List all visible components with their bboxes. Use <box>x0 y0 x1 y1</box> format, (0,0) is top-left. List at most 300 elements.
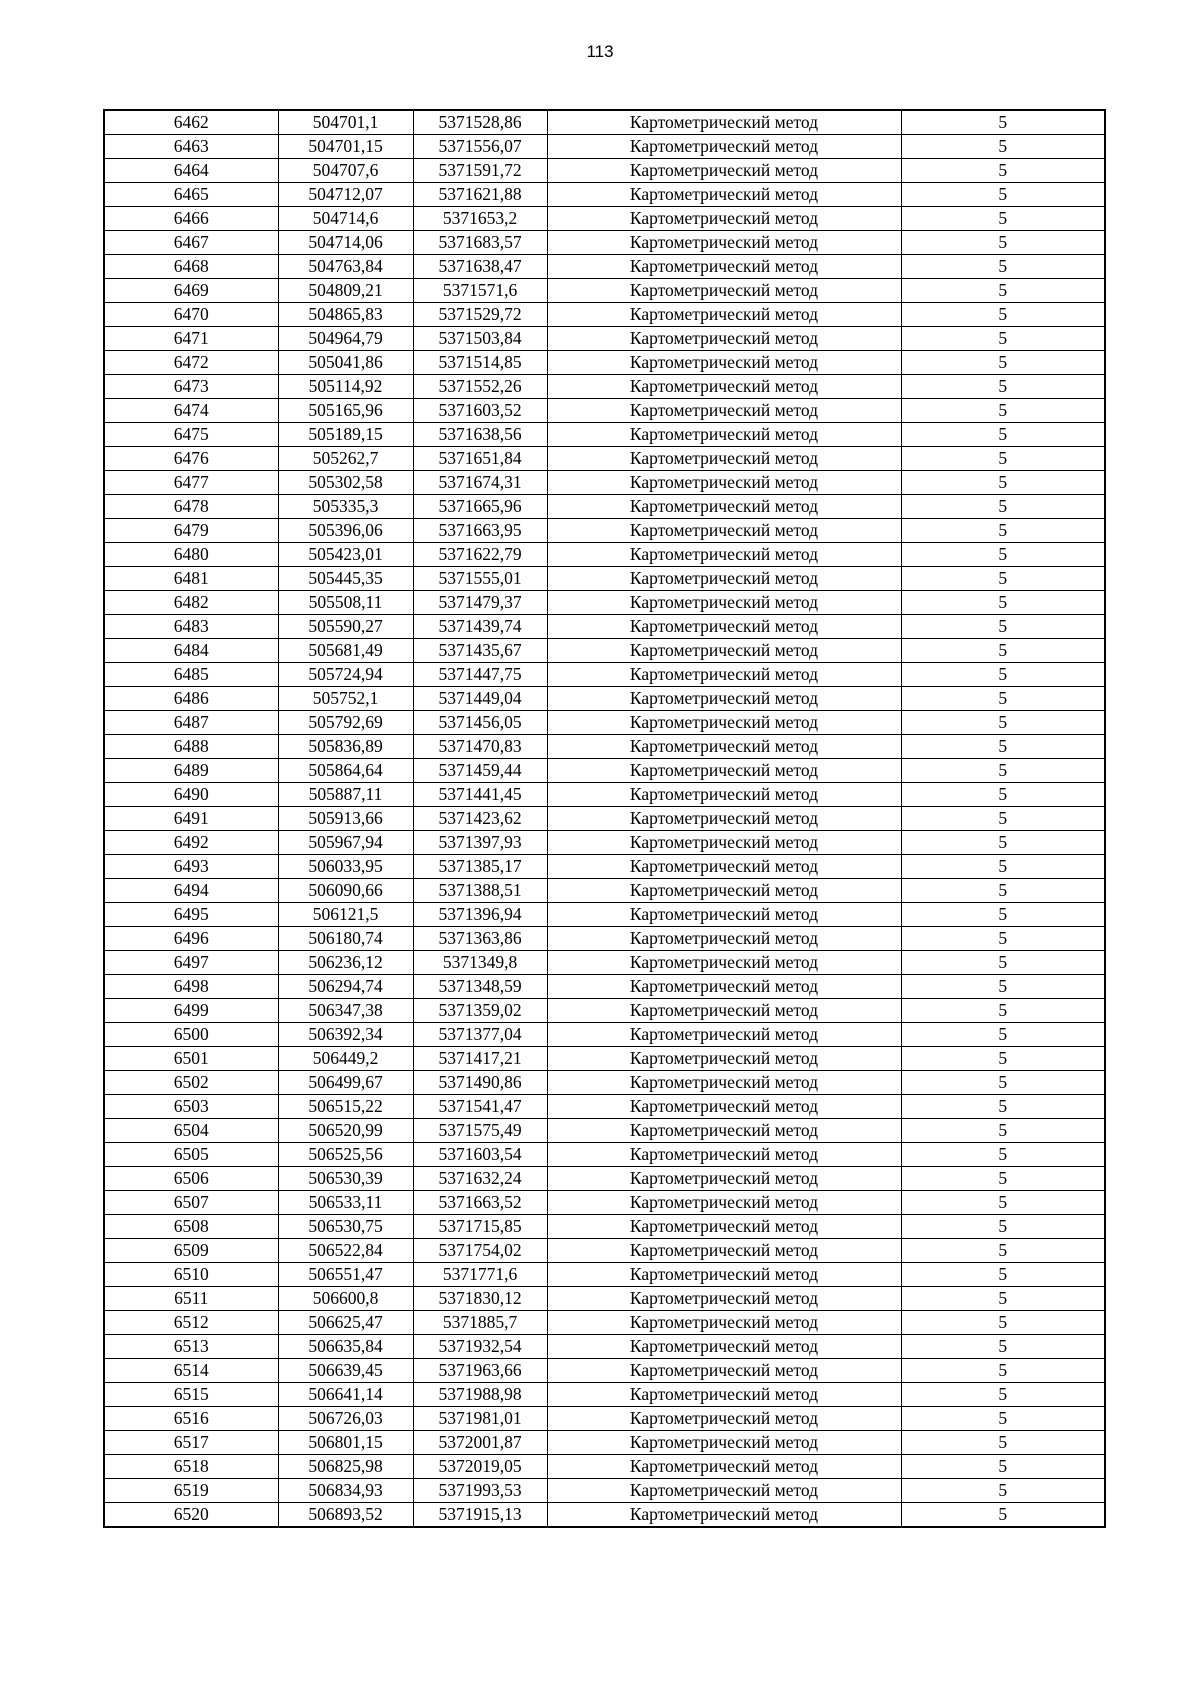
accuracy-cell: 5 <box>901 1479 1105 1503</box>
accuracy-cell: 5 <box>901 1071 1105 1095</box>
accuracy-cell: 5 <box>901 1167 1105 1191</box>
x-coordinate-cell: 504763,84 <box>278 255 413 279</box>
method-cell: Картометрический метод <box>547 1407 901 1431</box>
x-coordinate-cell: 506635,84 <box>278 1335 413 1359</box>
x-coordinate-cell: 505836,89 <box>278 735 413 759</box>
x-coordinate-cell: 505681,49 <box>278 639 413 663</box>
accuracy-cell: 5 <box>901 135 1105 159</box>
point-number-cell: 6496 <box>104 927 278 951</box>
y-coordinate-cell: 5372019,05 <box>413 1455 547 1479</box>
accuracy-cell: 5 <box>901 759 1105 783</box>
accuracy-cell: 5 <box>901 207 1105 231</box>
y-coordinate-cell: 5371529,72 <box>413 303 547 327</box>
x-coordinate-cell: 505887,11 <box>278 783 413 807</box>
y-coordinate-cell: 5371435,67 <box>413 639 547 663</box>
point-number-cell: 6464 <box>104 159 278 183</box>
y-coordinate-cell: 5371439,74 <box>413 615 547 639</box>
table-row <box>104 591 1105 615</box>
coordinates-table-body <box>104 110 1105 1527</box>
y-coordinate-cell: 5371988,98 <box>413 1383 547 1407</box>
accuracy-cell: 5 <box>901 1023 1105 1047</box>
table-row <box>104 1095 1105 1119</box>
method-cell: Картометрический метод <box>547 423 901 447</box>
x-coordinate-cell: 506449,2 <box>278 1047 413 1071</box>
y-coordinate-cell: 5371456,05 <box>413 711 547 735</box>
table-row <box>104 855 1105 879</box>
table-row <box>104 1143 1105 1167</box>
method-cell: Картометрический метод <box>547 135 901 159</box>
y-coordinate-cell: 5371571,6 <box>413 279 547 303</box>
point-number-cell: 6484 <box>104 639 278 663</box>
x-coordinate-cell: 505423,01 <box>278 543 413 567</box>
y-coordinate-cell: 5371981,01 <box>413 1407 547 1431</box>
accuracy-cell: 5 <box>901 423 1105 447</box>
y-coordinate-cell: 5371603,52 <box>413 399 547 423</box>
page-number: 113 <box>586 42 614 61</box>
y-coordinate-cell: 5371470,83 <box>413 735 547 759</box>
point-number-cell: 6468 <box>104 255 278 279</box>
accuracy-cell: 5 <box>901 1263 1105 1287</box>
table-row <box>104 807 1105 831</box>
y-coordinate-cell: 5371651,84 <box>413 447 547 471</box>
y-coordinate-cell: 5371603,54 <box>413 1143 547 1167</box>
method-cell: Картометрический метод <box>547 1095 901 1119</box>
x-coordinate-cell: 504701,1 <box>278 110 413 135</box>
point-number-cell: 6492 <box>104 831 278 855</box>
table-row <box>104 447 1105 471</box>
method-cell: Картометрический метод <box>547 999 901 1023</box>
accuracy-cell: 5 <box>901 999 1105 1023</box>
accuracy-cell: 5 <box>901 1191 1105 1215</box>
y-coordinate-cell: 5371663,52 <box>413 1191 547 1215</box>
point-number-cell: 6515 <box>104 1383 278 1407</box>
method-cell: Картометрический метод <box>547 1383 901 1407</box>
accuracy-cell: 5 <box>901 255 1105 279</box>
accuracy-cell: 5 <box>901 375 1105 399</box>
y-coordinate-cell: 5371591,72 <box>413 159 547 183</box>
point-number-cell: 6473 <box>104 375 278 399</box>
x-coordinate-cell: 505590,27 <box>278 615 413 639</box>
table-row <box>104 999 1105 1023</box>
x-coordinate-cell: 505041,86 <box>278 351 413 375</box>
table-row <box>104 1383 1105 1407</box>
point-number-cell: 6507 <box>104 1191 278 1215</box>
y-coordinate-cell: 5371885,7 <box>413 1311 547 1335</box>
accuracy-cell: 5 <box>901 975 1105 999</box>
x-coordinate-cell: 505445,35 <box>278 567 413 591</box>
x-coordinate-cell: 505302,58 <box>278 471 413 495</box>
table-row <box>104 567 1105 591</box>
table-row <box>104 1191 1105 1215</box>
method-cell: Картометрический метод <box>547 1239 901 1263</box>
x-coordinate-cell: 504809,21 <box>278 279 413 303</box>
accuracy-cell: 5 <box>901 1215 1105 1239</box>
table-row <box>104 615 1105 639</box>
y-coordinate-cell: 5371915,13 <box>413 1503 547 1528</box>
table-row <box>104 639 1105 663</box>
accuracy-cell: 5 <box>901 159 1105 183</box>
point-number-cell: 6517 <box>104 1431 278 1455</box>
accuracy-cell: 5 <box>901 711 1105 735</box>
x-coordinate-cell: 505165,96 <box>278 399 413 423</box>
y-coordinate-cell: 5372001,87 <box>413 1431 547 1455</box>
x-coordinate-cell: 506033,95 <box>278 855 413 879</box>
table-row <box>104 1167 1105 1191</box>
x-coordinate-cell: 506392,34 <box>278 1023 413 1047</box>
table-row <box>104 543 1105 567</box>
point-number-cell: 6516 <box>104 1407 278 1431</box>
accuracy-cell: 5 <box>901 1383 1105 1407</box>
accuracy-cell: 5 <box>901 1143 1105 1167</box>
y-coordinate-cell: 5371993,53 <box>413 1479 547 1503</box>
x-coordinate-cell: 506625,47 <box>278 1311 413 1335</box>
y-coordinate-cell: 5371449,04 <box>413 687 547 711</box>
point-number-cell: 6467 <box>104 231 278 255</box>
table-row <box>104 1335 1105 1359</box>
point-number-cell: 6478 <box>104 495 278 519</box>
table-row <box>104 207 1105 231</box>
point-number-cell: 6510 <box>104 1263 278 1287</box>
point-number-cell: 6508 <box>104 1215 278 1239</box>
point-number-cell: 6471 <box>104 327 278 351</box>
y-coordinate-cell: 5371377,04 <box>413 1023 547 1047</box>
accuracy-cell: 5 <box>901 1239 1105 1263</box>
method-cell: Картометрический метод <box>547 255 901 279</box>
table-row <box>104 183 1105 207</box>
accuracy-cell: 5 <box>901 1335 1105 1359</box>
method-cell: Картометрический метод <box>547 327 901 351</box>
x-coordinate-cell: 506726,03 <box>278 1407 413 1431</box>
x-coordinate-cell: 506801,15 <box>278 1431 413 1455</box>
point-number-cell: 6465 <box>104 183 278 207</box>
y-coordinate-cell: 5371638,47 <box>413 255 547 279</box>
accuracy-cell: 5 <box>901 567 1105 591</box>
y-coordinate-cell: 5371556,07 <box>413 135 547 159</box>
y-coordinate-cell: 5371754,02 <box>413 1239 547 1263</box>
y-coordinate-cell: 5371479,37 <box>413 591 547 615</box>
method-cell: Картометрический метод <box>547 1455 901 1479</box>
accuracy-cell: 5 <box>901 1047 1105 1071</box>
point-number-cell: 6493 <box>104 855 278 879</box>
y-coordinate-cell: 5371674,31 <box>413 471 547 495</box>
y-coordinate-cell: 5371385,17 <box>413 855 547 879</box>
x-coordinate-cell: 505967,94 <box>278 831 413 855</box>
accuracy-cell: 5 <box>901 735 1105 759</box>
method-cell: Картометрический метод <box>547 519 901 543</box>
point-number-cell: 6495 <box>104 903 278 927</box>
method-cell: Картометрический метод <box>547 447 901 471</box>
method-cell: Картометрический метод <box>547 567 901 591</box>
point-number-cell: 6466 <box>104 207 278 231</box>
accuracy-cell: 5 <box>901 903 1105 927</box>
table-row <box>104 135 1105 159</box>
method-cell: Картометрический метод <box>547 1431 901 1455</box>
x-coordinate-cell: 505913,66 <box>278 807 413 831</box>
method-cell: Картометрический метод <box>547 1047 901 1071</box>
y-coordinate-cell: 5371423,62 <box>413 807 547 831</box>
point-number-cell: 6514 <box>104 1359 278 1383</box>
method-cell: Картометрический метод <box>547 663 901 687</box>
x-coordinate-cell: 504712,07 <box>278 183 413 207</box>
table-row <box>104 279 1105 303</box>
table-row <box>104 255 1105 279</box>
x-coordinate-cell: 504707,6 <box>278 159 413 183</box>
accuracy-cell: 5 <box>901 1455 1105 1479</box>
point-number-cell: 6518 <box>104 1455 278 1479</box>
y-coordinate-cell: 5371830,12 <box>413 1287 547 1311</box>
accuracy-cell: 5 <box>901 519 1105 543</box>
method-cell: Картометрический метод <box>547 591 901 615</box>
y-coordinate-cell: 5371963,66 <box>413 1359 547 1383</box>
x-coordinate-cell: 506090,66 <box>278 879 413 903</box>
accuracy-cell: 5 <box>901 303 1105 327</box>
accuracy-cell: 5 <box>901 927 1105 951</box>
point-number-cell: 6482 <box>104 591 278 615</box>
table-row <box>104 735 1105 759</box>
y-coordinate-cell: 5371349,8 <box>413 951 547 975</box>
point-number-cell: 6479 <box>104 519 278 543</box>
accuracy-cell: 5 <box>901 1119 1105 1143</box>
y-coordinate-cell: 5371359,02 <box>413 999 547 1023</box>
point-number-cell: 6463 <box>104 135 278 159</box>
method-cell: Картометрический метод <box>547 110 901 135</box>
point-number-cell: 6486 <box>104 687 278 711</box>
y-coordinate-cell: 5371653,2 <box>413 207 547 231</box>
method-cell: Картометрический метод <box>547 159 901 183</box>
x-coordinate-cell: 506522,84 <box>278 1239 413 1263</box>
x-coordinate-cell: 506834,93 <box>278 1479 413 1503</box>
table-row <box>104 1263 1105 1287</box>
table-row <box>104 1455 1105 1479</box>
table-row <box>104 927 1105 951</box>
accuracy-cell: 5 <box>901 1431 1105 1455</box>
table-row <box>104 1431 1105 1455</box>
table-row <box>104 1119 1105 1143</box>
table-row <box>104 663 1105 687</box>
y-coordinate-cell: 5371555,01 <box>413 567 547 591</box>
table-row <box>104 471 1105 495</box>
point-number-cell: 6481 <box>104 567 278 591</box>
accuracy-cell: 5 <box>901 495 1105 519</box>
table-row <box>104 110 1105 135</box>
x-coordinate-cell: 506121,5 <box>278 903 413 927</box>
accuracy-cell: 5 <box>901 183 1105 207</box>
table-row <box>104 1071 1105 1095</box>
point-number-cell: 6470 <box>104 303 278 327</box>
method-cell: Картометрический метод <box>547 495 901 519</box>
accuracy-cell: 5 <box>901 879 1105 903</box>
x-coordinate-cell: 506641,14 <box>278 1383 413 1407</box>
y-coordinate-cell: 5371621,88 <box>413 183 547 207</box>
table-row <box>104 375 1105 399</box>
method-cell: Картометрический метод <box>547 375 901 399</box>
y-coordinate-cell: 5371441,45 <box>413 783 547 807</box>
y-coordinate-cell: 5371417,21 <box>413 1047 547 1071</box>
x-coordinate-cell: 505724,94 <box>278 663 413 687</box>
method-cell: Картометрический метод <box>547 1191 901 1215</box>
table-row <box>104 303 1105 327</box>
table-row <box>104 351 1105 375</box>
accuracy-cell: 5 <box>901 327 1105 351</box>
accuracy-cell: 5 <box>901 351 1105 375</box>
table-row <box>104 495 1105 519</box>
point-number-cell: 6520 <box>104 1503 278 1528</box>
method-cell: Картометрический метод <box>547 351 901 375</box>
method-cell: Картометрический метод <box>547 759 901 783</box>
accuracy-cell: 5 <box>901 1311 1105 1335</box>
table-row <box>104 1287 1105 1311</box>
accuracy-cell: 5 <box>901 663 1105 687</box>
x-coordinate-cell: 505335,3 <box>278 495 413 519</box>
table-row <box>104 1215 1105 1239</box>
accuracy-cell: 5 <box>901 1359 1105 1383</box>
x-coordinate-cell: 506347,38 <box>278 999 413 1023</box>
table-row <box>104 1047 1105 1071</box>
method-cell: Картометрический метод <box>547 207 901 231</box>
point-number-cell: 6462 <box>104 110 278 135</box>
x-coordinate-cell: 504714,06 <box>278 231 413 255</box>
table-row <box>104 231 1105 255</box>
x-coordinate-cell: 505189,15 <box>278 423 413 447</box>
method-cell: Картометрический метод <box>547 951 901 975</box>
method-cell: Картометрический метод <box>547 735 901 759</box>
point-number-cell: 6475 <box>104 423 278 447</box>
point-number-cell: 6474 <box>104 399 278 423</box>
method-cell: Картометрический метод <box>547 303 901 327</box>
point-number-cell: 6499 <box>104 999 278 1023</box>
method-cell: Картометрический метод <box>547 1119 901 1143</box>
method-cell: Картометрический метод <box>547 831 901 855</box>
table-row <box>104 519 1105 543</box>
point-number-cell: 6491 <box>104 807 278 831</box>
point-number-cell: 6477 <box>104 471 278 495</box>
x-coordinate-cell: 506893,52 <box>278 1503 413 1528</box>
x-coordinate-cell: 506530,75 <box>278 1215 413 1239</box>
coordinates-table <box>103 109 1106 1528</box>
method-cell: Картометрический метод <box>547 1503 901 1528</box>
accuracy-cell: 5 <box>901 1407 1105 1431</box>
accuracy-cell: 5 <box>901 1287 1105 1311</box>
method-cell: Картометрический метод <box>547 1167 901 1191</box>
point-number-cell: 6488 <box>104 735 278 759</box>
y-coordinate-cell: 5371490,86 <box>413 1071 547 1095</box>
point-number-cell: 6497 <box>104 951 278 975</box>
point-number-cell: 6469 <box>104 279 278 303</box>
x-coordinate-cell: 506180,74 <box>278 927 413 951</box>
y-coordinate-cell: 5371397,93 <box>413 831 547 855</box>
accuracy-cell: 5 <box>901 279 1105 303</box>
table-row <box>104 951 1105 975</box>
method-cell: Картометрический метод <box>547 1143 901 1167</box>
x-coordinate-cell: 506520,99 <box>278 1119 413 1143</box>
method-cell: Картометрический метод <box>547 1263 901 1287</box>
method-cell: Картометрический метод <box>547 639 901 663</box>
point-number-cell: 6513 <box>104 1335 278 1359</box>
method-cell: Картометрический метод <box>547 1215 901 1239</box>
point-number-cell: 6480 <box>104 543 278 567</box>
method-cell: Картометрический метод <box>547 1023 901 1047</box>
table-row <box>104 831 1105 855</box>
method-cell: Картометрический метод <box>547 879 901 903</box>
x-coordinate-cell: 504714,6 <box>278 207 413 231</box>
table-row <box>104 423 1105 447</box>
point-number-cell: 6485 <box>104 663 278 687</box>
method-cell: Картометрический метод <box>547 471 901 495</box>
table-row <box>104 1479 1105 1503</box>
point-number-cell: 6472 <box>104 351 278 375</box>
method-cell: Картометрический метод <box>547 1071 901 1095</box>
accuracy-cell: 5 <box>901 231 1105 255</box>
point-number-cell: 6506 <box>104 1167 278 1191</box>
table-row <box>104 879 1105 903</box>
table-row <box>104 975 1105 999</box>
method-cell: Картометрический метод <box>547 903 901 927</box>
x-coordinate-cell: 506825,98 <box>278 1455 413 1479</box>
x-coordinate-cell: 505864,64 <box>278 759 413 783</box>
method-cell: Картометрический метод <box>547 783 901 807</box>
y-coordinate-cell: 5371771,6 <box>413 1263 547 1287</box>
table-row <box>104 903 1105 927</box>
y-coordinate-cell: 5371638,56 <box>413 423 547 447</box>
accuracy-cell: 5 <box>901 1095 1105 1119</box>
point-number-cell: 6489 <box>104 759 278 783</box>
point-number-cell: 6494 <box>104 879 278 903</box>
x-coordinate-cell: 504701,15 <box>278 135 413 159</box>
x-coordinate-cell: 506533,11 <box>278 1191 413 1215</box>
table-row <box>104 783 1105 807</box>
method-cell: Картометрический метод <box>547 1311 901 1335</box>
table-row <box>104 159 1105 183</box>
table-row <box>104 1311 1105 1335</box>
accuracy-cell: 5 <box>901 447 1105 471</box>
accuracy-cell: 5 <box>901 471 1105 495</box>
point-number-cell: 6500 <box>104 1023 278 1047</box>
method-cell: Картометрический метод <box>547 543 901 567</box>
table-row <box>104 1359 1105 1383</box>
table-row <box>104 327 1105 351</box>
y-coordinate-cell: 5371552,26 <box>413 375 547 399</box>
accuracy-cell: 5 <box>901 1503 1105 1528</box>
point-number-cell: 6502 <box>104 1071 278 1095</box>
point-number-cell: 6511 <box>104 1287 278 1311</box>
accuracy-cell: 5 <box>901 543 1105 567</box>
x-coordinate-cell: 505792,69 <box>278 711 413 735</box>
x-coordinate-cell: 506600,8 <box>278 1287 413 1311</box>
table-row <box>104 399 1105 423</box>
point-number-cell: 6504 <box>104 1119 278 1143</box>
accuracy-cell: 5 <box>901 687 1105 711</box>
method-cell: Картометрический метод <box>547 183 901 207</box>
y-coordinate-cell: 5371514,85 <box>413 351 547 375</box>
y-coordinate-cell: 5371575,49 <box>413 1119 547 1143</box>
point-number-cell: 6503 <box>104 1095 278 1119</box>
y-coordinate-cell: 5371363,86 <box>413 927 547 951</box>
y-coordinate-cell: 5371541,47 <box>413 1095 547 1119</box>
accuracy-cell: 5 <box>901 399 1105 423</box>
x-coordinate-cell: 506525,56 <box>278 1143 413 1167</box>
table-row <box>104 1239 1105 1263</box>
method-cell: Картометрический метод <box>547 1359 901 1383</box>
x-coordinate-cell: 505508,11 <box>278 591 413 615</box>
method-cell: Картометрический метод <box>547 279 901 303</box>
y-coordinate-cell: 5371932,54 <box>413 1335 547 1359</box>
y-coordinate-cell: 5371459,44 <box>413 759 547 783</box>
method-cell: Картометрический метод <box>547 711 901 735</box>
y-coordinate-cell: 5371503,84 <box>413 327 547 351</box>
x-coordinate-cell: 506294,74 <box>278 975 413 999</box>
y-coordinate-cell: 5371348,59 <box>413 975 547 999</box>
x-coordinate-cell: 506515,22 <box>278 1095 413 1119</box>
